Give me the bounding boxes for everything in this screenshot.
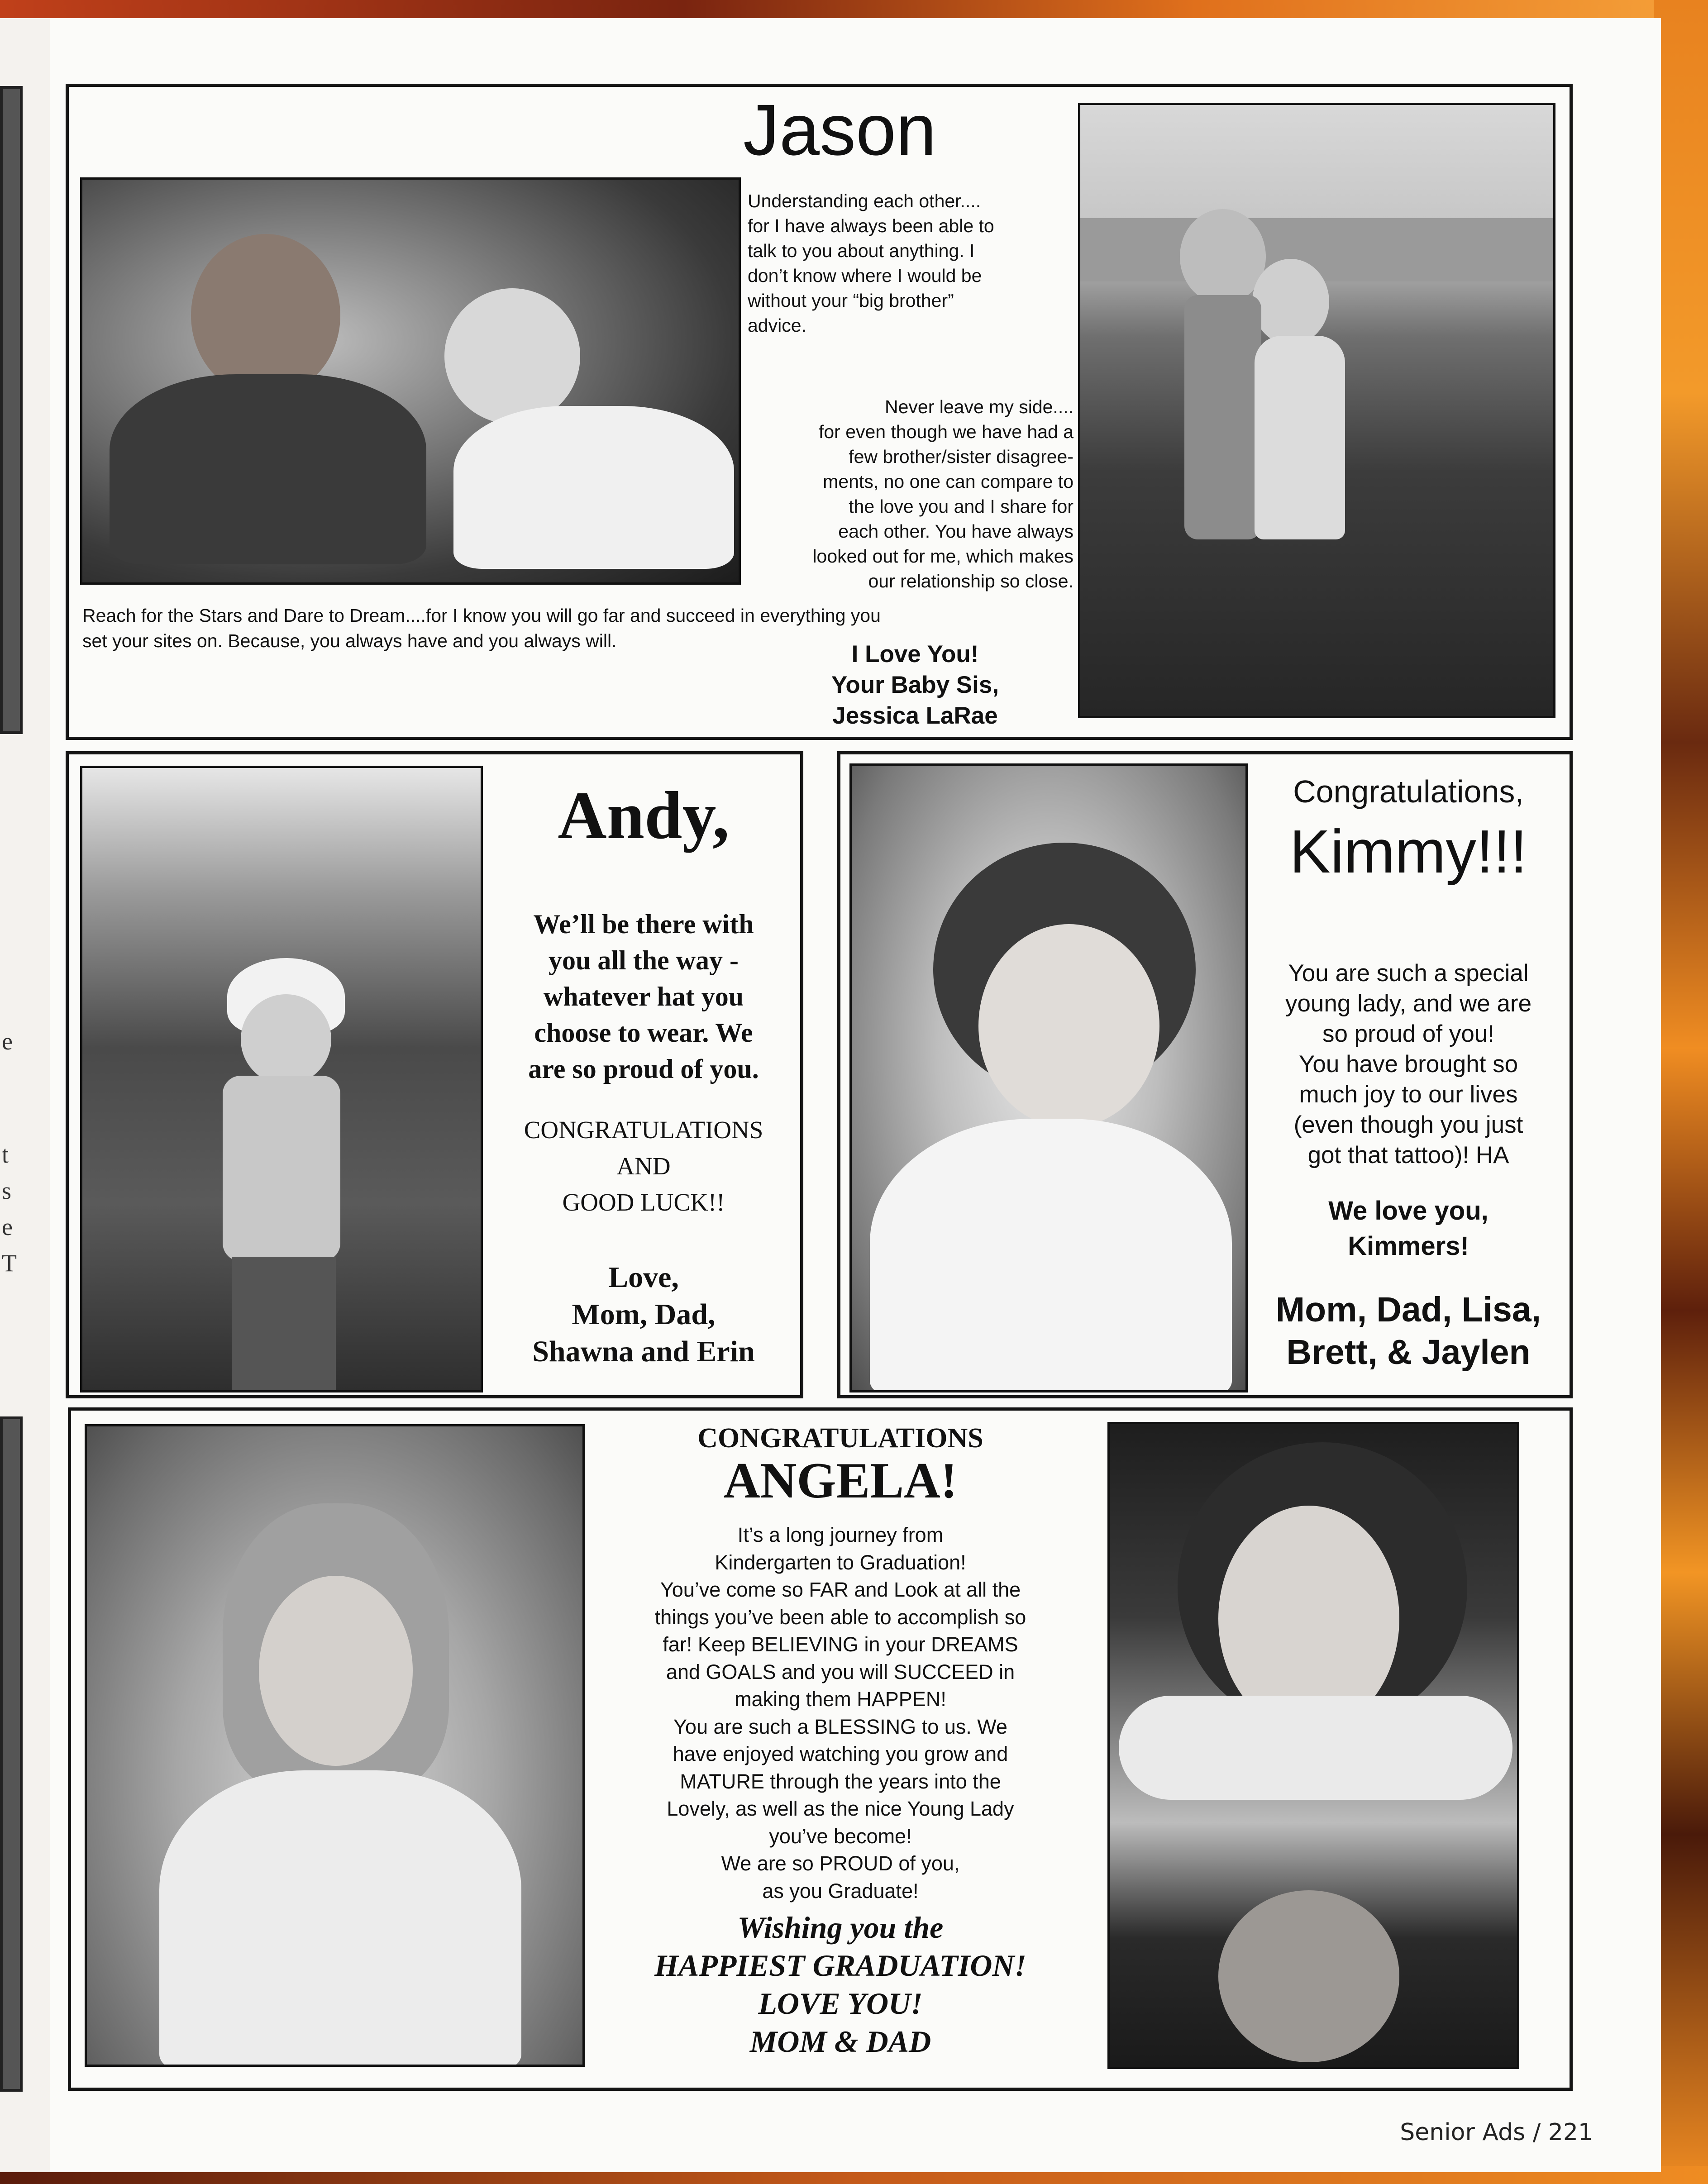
ad-angela-message: It’s a long journey from Kindergarten to Graduation! You’ve come so FAR and Look at all the things you’ve been able to accomplish so far! Keep BELIEVING in your DREAMS and GOALS and you will SUCCEED in making them HAPPEN! You are such a BLESSING to us. We have enjoyed watching you grow and MATURE through the years into the Lovely, as well as the nice Young Lady you’ve become! We are so PROUD of you, as you Graduate!	[654, 1523, 1026, 1903]
baby-figure	[444, 288, 580, 424]
photo-kimmy-toddler	[849, 763, 1248, 1392]
boy-body	[1184, 295, 1261, 539]
ad-angela	[68, 1407, 1573, 2091]
child-shirt	[223, 1076, 340, 1261]
child-dress	[870, 1119, 1232, 1392]
ad-kimmy	[837, 751, 1573, 1398]
previous-page-letter: e	[2, 1028, 13, 1055]
ad-angela-name: ANGELA!	[723, 1453, 958, 1509]
ad-andy	[66, 751, 803, 1398]
photo-angela-child	[85, 1424, 585, 2067]
ad-angela-heading: CONGRATULATIONS	[697, 1423, 983, 1454]
child-dress	[159, 1770, 521, 2067]
photo-siblings-outdoors	[1078, 103, 1555, 718]
previous-page-sliver	[0, 18, 52, 2172]
book-cover-edge	[1654, 0, 1708, 2184]
girl-dress	[1255, 336, 1345, 539]
photo-angela-senior-reflection	[1107, 1422, 1519, 2069]
ad-jason-paragraph-1: Understanding each other.... for I have always been able to talk to you about anything. I don’t know where I would be without your “big brother” advice.	[748, 191, 994, 336]
yearbook-page	[50, 18, 1661, 2172]
photo-andy-cowboy-hat	[80, 766, 483, 1392]
child-figure	[191, 234, 340, 397]
baby-body	[453, 406, 734, 569]
previous-page-letter: e	[2, 1213, 13, 1240]
reflected-face	[1218, 1890, 1399, 2062]
ad-kimmy-message: You are such a special young lady, and we are so proud of you! You have brought so much joy to our lives (even though you just got that tattoo)! HA	[1285, 960, 1532, 1168]
ad-kimmy-heading: Congratulations,	[1293, 774, 1524, 809]
ad-jason-paragraph-2: Never leave my side.... for even though we have had a few brother/sister disagree- ments, no one can compare to the love you and I share for each other. You have always looked out for me, which makes our relationship so close.	[812, 396, 1073, 591]
ad-andy-signature: Love, Mom, Dad, Shawna and Erin	[532, 1261, 755, 1368]
ad-kimmy-signature: Mom, Dad, Lisa, Brett, & Jaylen	[1275, 1290, 1541, 1372]
child-pants	[232, 1257, 336, 1392]
ad-andy-message: We’ll be there with you all the way - whatever hat you choose to wear. We are so proud of you.	[528, 909, 759, 1084]
ad-jason-name: Jason	[743, 89, 936, 170]
photo-siblings-baby	[80, 177, 741, 585]
ad-andy-name: Andy,	[558, 778, 730, 853]
arms-on-table	[1119, 1696, 1512, 1800]
ad-jason-signature: I Love You! Your Baby Sis, Jessica LaRae	[831, 641, 999, 729]
previous-page-photo-strip	[0, 1416, 23, 2092]
child-face	[259, 1576, 413, 1766]
ad-kimmy-name: Kimmy!!!	[1289, 817, 1527, 886]
child-body	[110, 374, 426, 564]
previous-page-letter: t	[2, 1141, 9, 1168]
ad-jason-paragraph-3: Reach for the Stars and Dare to Dream....for I know you will go far and succeed in everything you set your sites on. Because, you always have and you always will.	[82, 605, 881, 651]
previous-page-photo-strip	[0, 86, 23, 734]
ad-jason	[66, 84, 1573, 740]
previous-page-letter: s	[2, 1177, 12, 1204]
page-folio: Senior Ads / 221	[1400, 2119, 1593, 2146]
child-face	[241, 994, 331, 1085]
child-face	[978, 924, 1159, 1128]
previous-page-letter: T	[2, 1249, 17, 1277]
girl-figure	[1252, 259, 1329, 345]
ad-angela-closing: Wishing you the HAPPIEST GRADUATION! LOVE YOU! MOM & DAD	[654, 1910, 1026, 2059]
ad-andy-congrats: CONGRATULATIONS AND GOOD LUCK!!	[524, 1116, 763, 1216]
boy-figure	[1180, 209, 1266, 304]
ad-kimmy-love: We love you, Kimmers!	[1328, 1196, 1489, 1261]
